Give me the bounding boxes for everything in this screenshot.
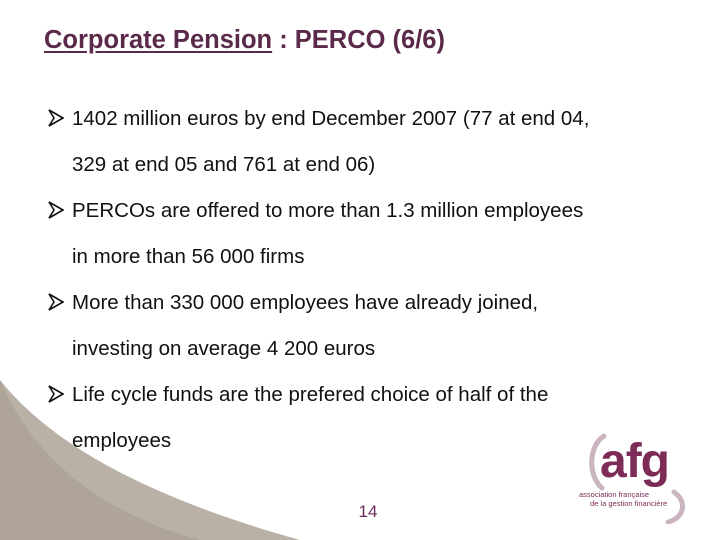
bullet-item	[46, 96, 716, 188]
arrow-bullet-icon	[46, 96, 66, 142]
arrow-bullet-icon	[46, 188, 66, 234]
bullet-text-line1: 1402 million euros by end December 2007 (77 at end 04,	[72, 107, 590, 130]
bullet-text-line2: in more than 56 000 firms	[72, 245, 305, 268]
bullet-text-line1: PERCOs are offered to more than 1.3 million employees	[72, 199, 584, 222]
bullet-text-line2: employees	[72, 429, 172, 452]
logo-tagline-1: association française	[579, 490, 650, 499]
bullet-item	[46, 188, 716, 280]
bullet-text-line2: 329 at end 05 and 761 at end 06)	[72, 153, 376, 176]
title-rest: : PERCO (6/6)	[272, 26, 445, 54]
logo-tagline-2: de la gestion financière	[590, 499, 668, 508]
bullet-list	[46, 96, 716, 464]
bullet-text-line1: More than 330 000 employees have already joined,	[72, 291, 539, 314]
arrow-bullet-icon	[46, 280, 66, 326]
arrow-bullet-icon	[46, 372, 66, 418]
logo-wordmark: afg	[600, 435, 669, 488]
bullet-text-line1: Life cycle funds are the prefered choice of half of the	[72, 383, 549, 406]
bullet-item	[46, 280, 716, 372]
afg-logo	[576, 432, 704, 524]
bullet-text-line2: investing on average 4 200 euros	[72, 337, 376, 360]
title-underlined: Corporate Pension	[44, 26, 273, 54]
slide-title	[44, 26, 445, 55]
page-number: 14	[358, 502, 378, 521]
